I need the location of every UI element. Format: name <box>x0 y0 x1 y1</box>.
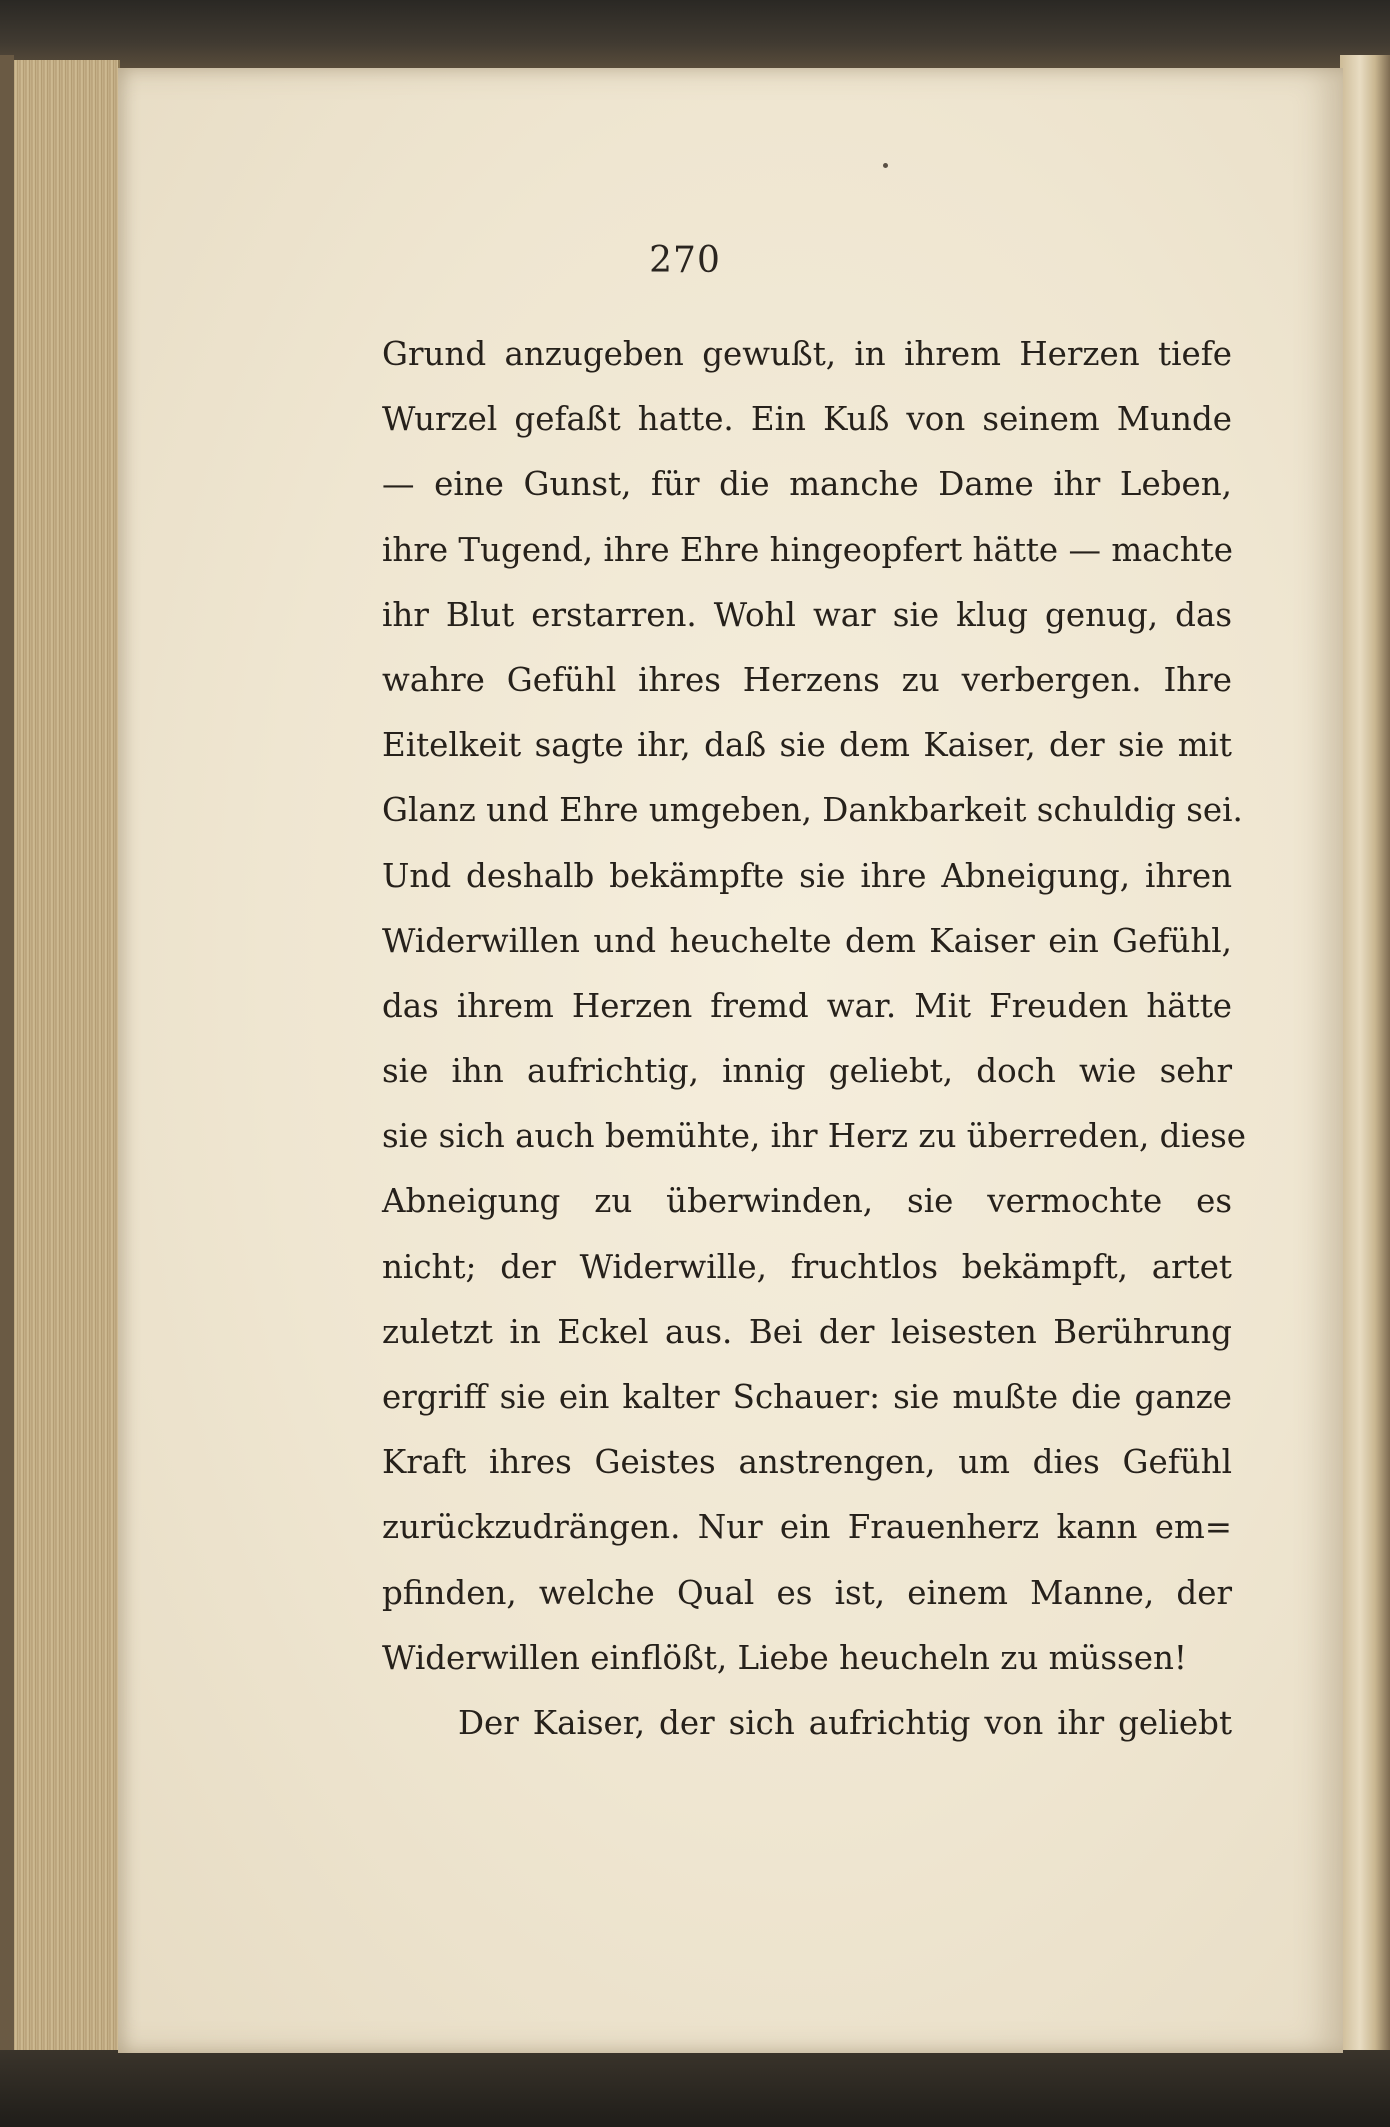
text-line: sie sich auch bemühte, ihr Herz zu überreden, diese <box>382 1117 1247 1156</box>
text-line: zurückzudrängen. Nur ein Frauenherz kann em= <box>382 1508 1232 1547</box>
text-line: nicht; der Widerwille, fruchtlos bekämpft, artet <box>382 1247 1232 1286</box>
text-line: pfinden, welche Qual es ist, einem Manne, der <box>382 1573 1232 1612</box>
text-line: ihr Blut erstarren. Wohl war sie klug genug, das <box>382 595 1232 634</box>
text-line: Kraft ihres Geistes anstrengen, um dies Gefühl <box>382 1443 1232 1482</box>
book-binding-right <box>1340 55 1390 2055</box>
text-line: sie ihn aufrichtig, innig geliebt, doch wie sehr <box>382 1052 1232 1091</box>
scanner-board-top <box>0 0 1390 70</box>
page-edges-left <box>0 60 120 2055</box>
text-line: Und deshalb bekämpfte sie ihre Abneigung, ihren <box>382 856 1232 895</box>
text-line: Glanz und Ehre umgeben, Dankbarkeit schuldig sei. <box>382 791 1243 830</box>
book-cover-left <box>0 55 14 2055</box>
text-line: Widerwillen und heuchelte dem Kaiser ein Gefühl, <box>382 921 1232 960</box>
page-text <box>382 322 1247 1756</box>
text-line: Der Kaiser, der sich aufrichtig von ihr geliebt <box>458 1703 1232 1742</box>
ink-speck <box>883 163 888 168</box>
text-line: Abneigung zu überwinden, sie vermochte es <box>382 1182 1232 1221</box>
text-line: Widerwillen einflößt, Liebe heucheln zu müssen! <box>382 1638 1187 1677</box>
text-line: Wurzel gefaßt hatte. Ein Kuß von seinem Munde <box>382 400 1232 439</box>
text-line: Eitelkeit sagte ihr, daß sie dem Kaiser, der sie mit <box>382 726 1232 765</box>
scanner-board-bottom <box>0 2050 1390 2127</box>
text-line: ergriff sie ein kalter Schauer: sie mußte die ganze <box>382 1378 1232 1416</box>
text-line: Grund anzugeben gewußt, in ihrem Herzen tiefe <box>382 335 1232 373</box>
page-number: 270 <box>649 240 721 281</box>
text-line: wahre Gefühl ihres Herzens zu verbergen. Ihre <box>382 660 1232 699</box>
text-line: ihre Tugend, ihre Ehre hingeopfert hätte — machte <box>382 530 1233 569</box>
text-line: das ihrem Herzen fremd war. Mit Freuden hätte <box>382 986 1232 1025</box>
text-line: zuletzt in Eckel aus. Bei der leisesten Berührung <box>382 1312 1232 1351</box>
text-line: — eine Gunst, für die manche Dame ihr Leben, <box>382 465 1232 504</box>
